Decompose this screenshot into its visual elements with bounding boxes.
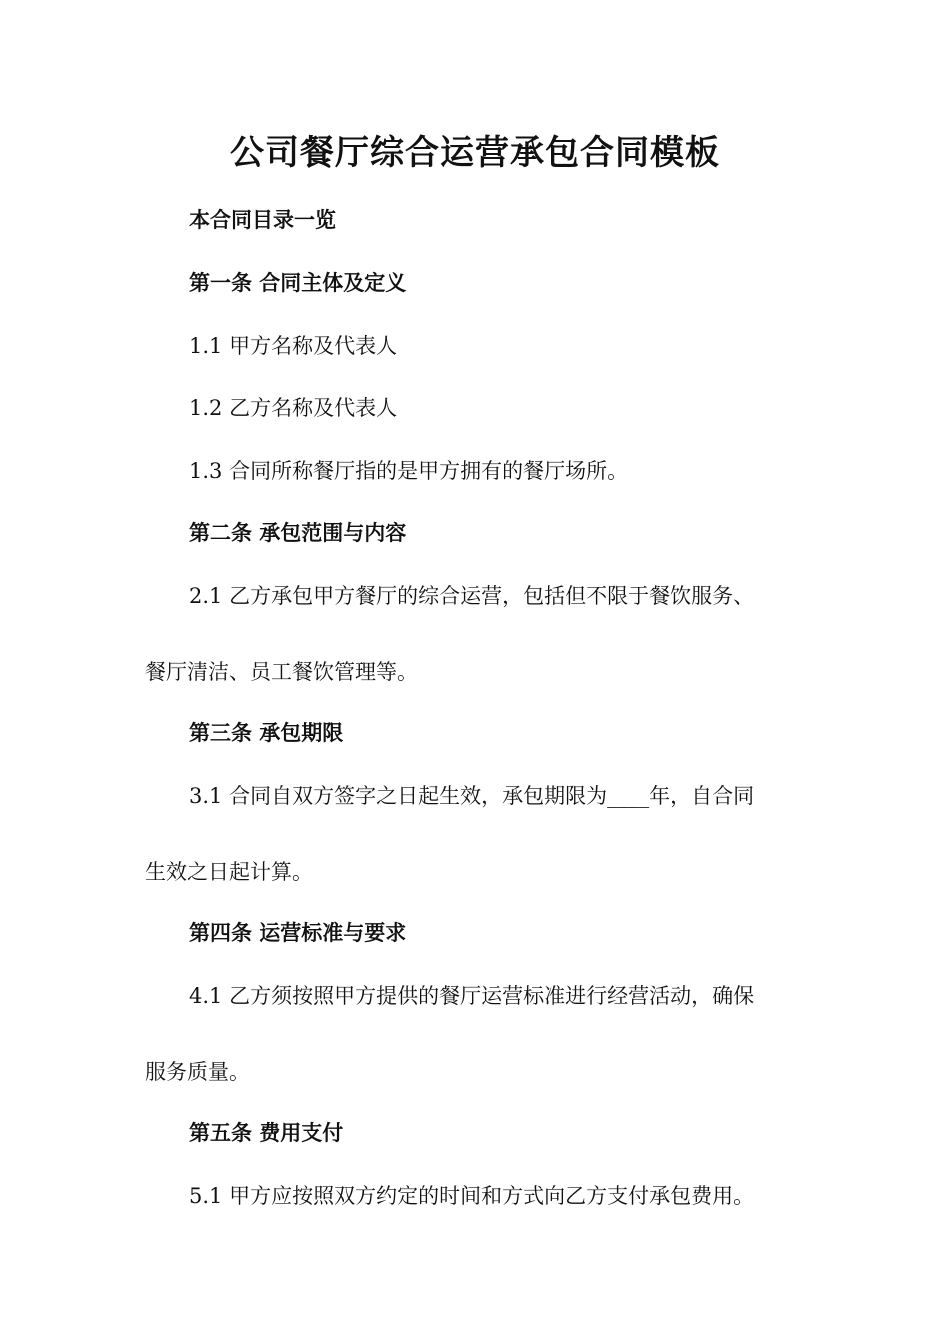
section-heading-3: 第三条 承包期限 (189, 721, 344, 745)
clause-line: 1.1 甲方名称及代表人 (189, 334, 398, 358)
toc-heading: 本合同目录一览 (189, 208, 336, 232)
clause-2-1 (145, 581, 810, 687)
clause-4-1 (145, 981, 810, 1087)
clause-line: 5.1 甲方应按照双方约定的时间和方式向乙方支付承包费用。 (189, 1184, 755, 1208)
clause-1-1 (145, 331, 810, 361)
document-title: 公司餐厅综合运营承包合同模板 (230, 133, 720, 173)
clause-line: 2.1 乙方承包甲方餐厅的综合运营，包括但不限于餐饮服务、 (189, 584, 755, 608)
clause-line: 生效之日起计算。 (145, 860, 313, 884)
clause-1-2 (145, 393, 810, 423)
clause-1-3 (145, 456, 810, 486)
section-heading-1: 第一条 合同主体及定义 (189, 271, 407, 295)
section-heading-4: 第四条 运营标准与要求 (189, 921, 407, 945)
clause-line: 1.2 乙方名称及代表人 (189, 396, 398, 420)
clause-3-1 (145, 781, 810, 887)
clause-line: 服务质量。 (145, 1060, 250, 1084)
section-heading-2: 第二条 承包范围与内容 (189, 521, 407, 545)
clause-5-1 (145, 1181, 810, 1211)
clause-line: 3.1 合同自双方签字之日起生效，承包期限为____年，自合同 (189, 784, 755, 808)
clause-line: 1.3 合同所称餐厅指的是甲方拥有的餐厅场所。 (189, 459, 629, 483)
section-heading-5: 第五条 费用支付 (189, 1121, 344, 1145)
clause-line: 餐厅清洁、员工餐饮管理等。 (145, 660, 418, 684)
clause-line: 4.1 乙方须按照甲方提供的餐厅运营标准进行经营活动，确保 (189, 984, 755, 1008)
